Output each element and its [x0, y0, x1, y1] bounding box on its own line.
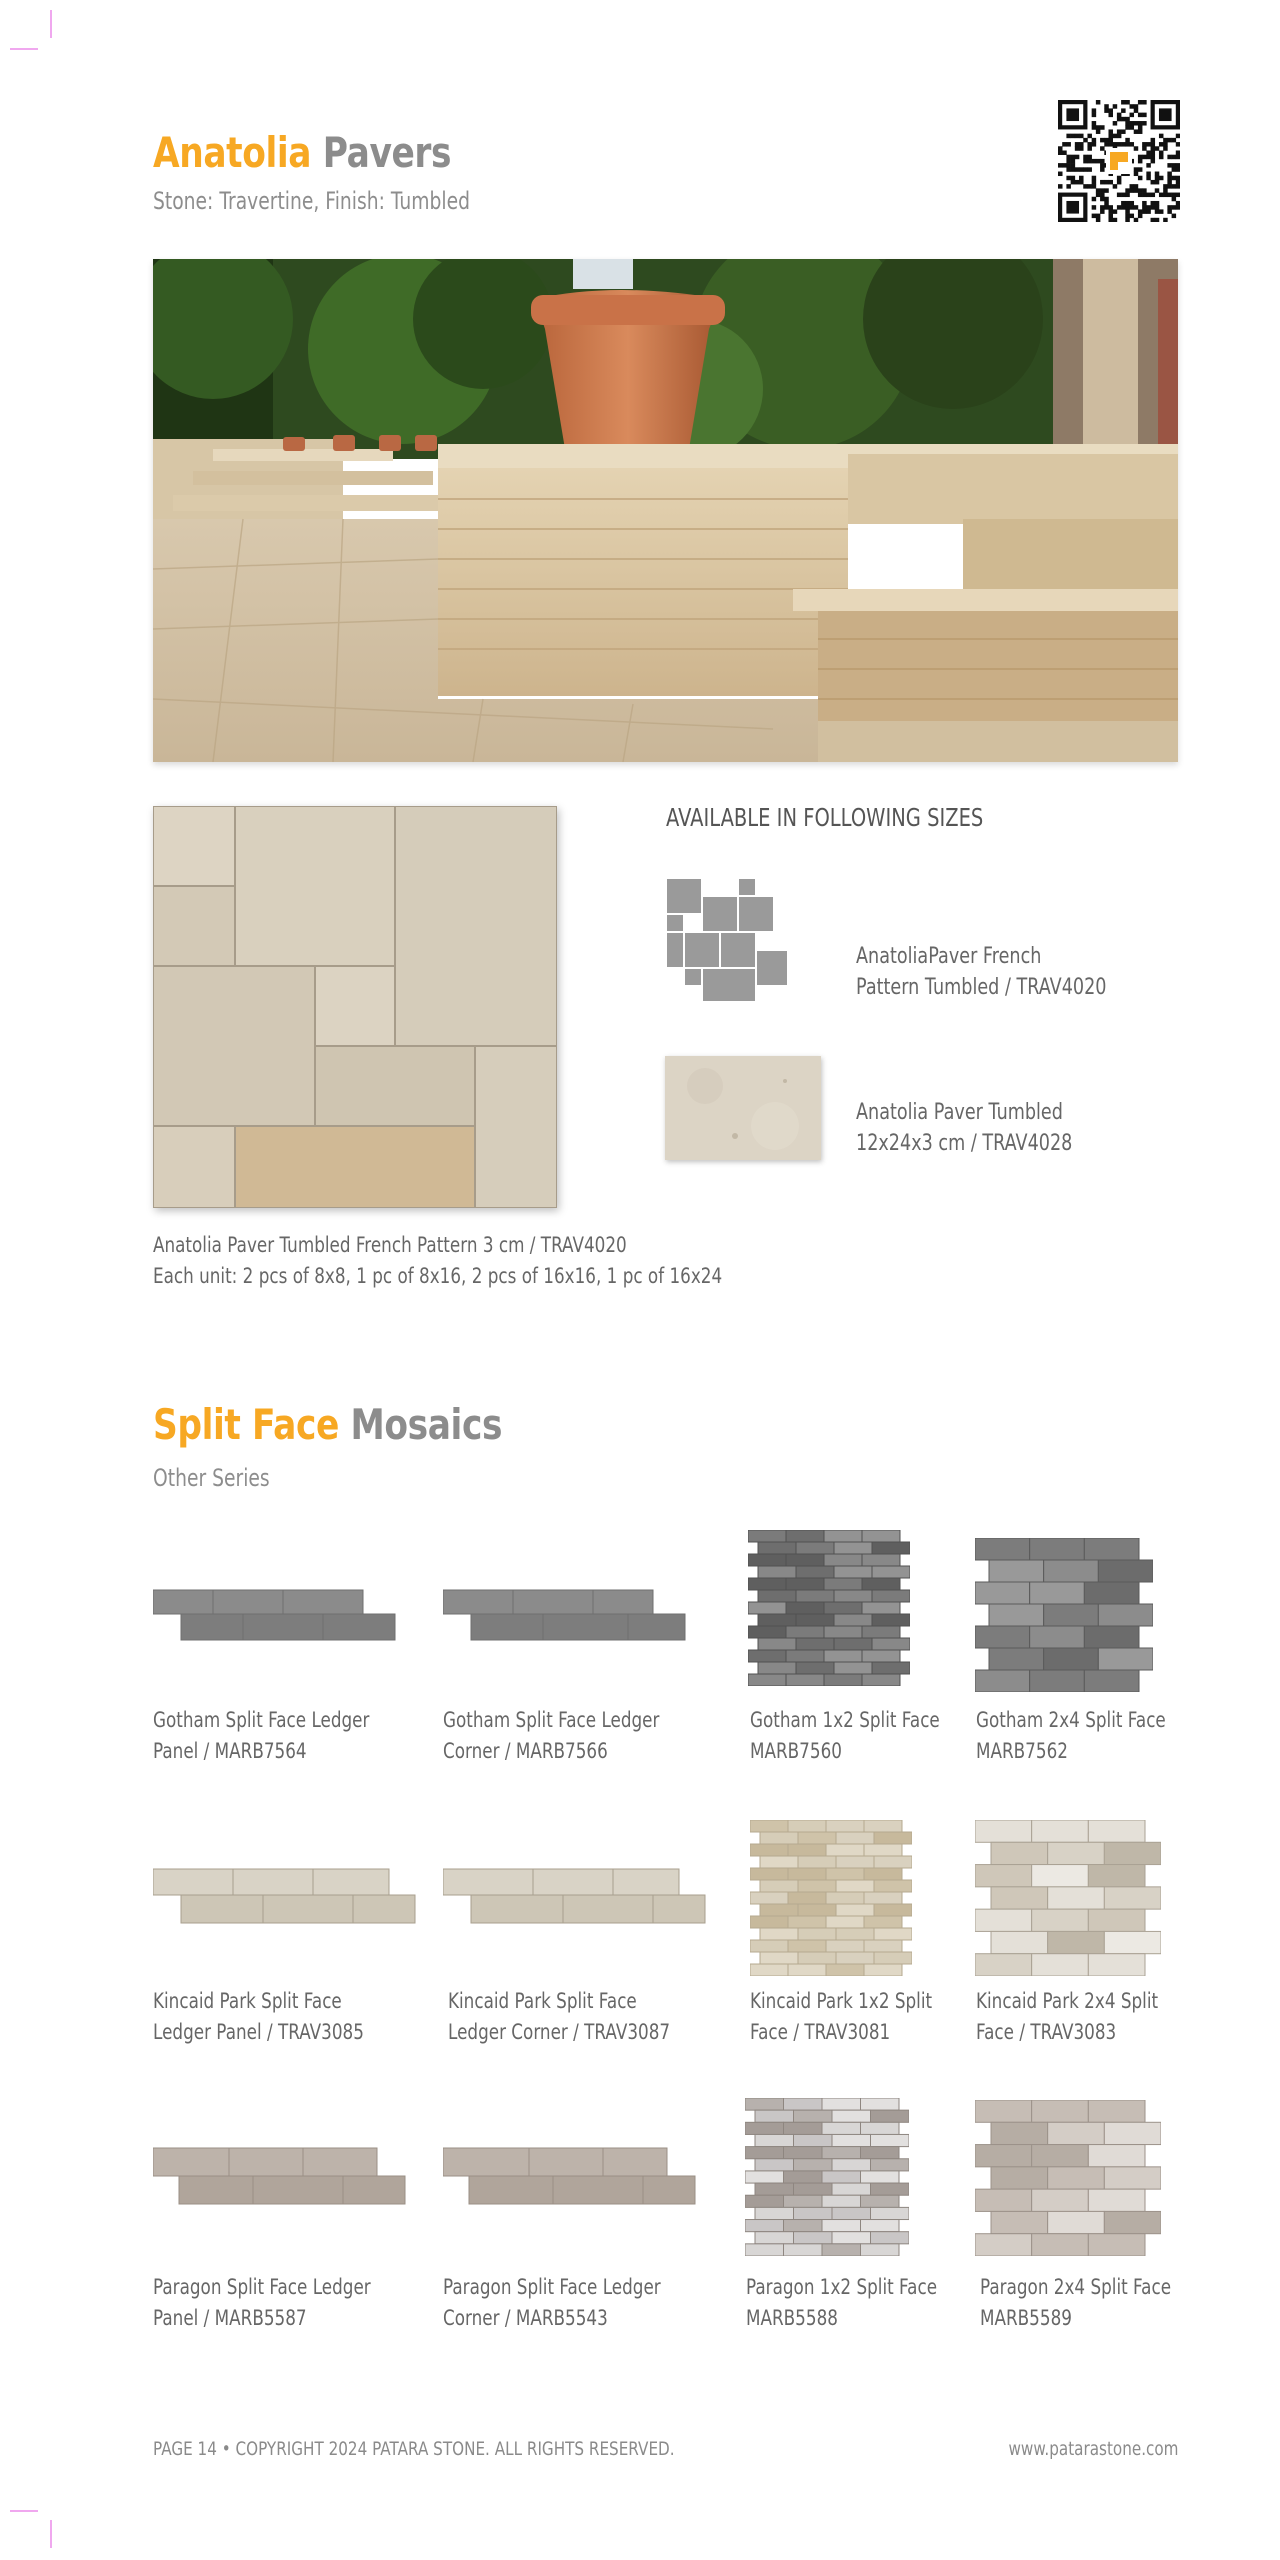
product-thumb-paragon-ledger-corner[interactable] — [443, 2146, 697, 2208]
footer-copyright: PAGE 14 • COPYRIGHT 2024 PATARA STONE. ALL RIGHTS RESERVED. — [153, 2438, 675, 2460]
product-caption: Gotham 1x2 Split Face MARB7560 — [750, 1708, 940, 1763]
product-thumb-gotham-ledger-corner[interactable] — [443, 1588, 687, 1646]
product-caption: Paragon Split Face Ledger Corner / MARB5543 — [443, 2275, 661, 2330]
sizes-heading: AVAILABLE IN FOLLOWING SIZES — [666, 803, 984, 832]
product-caption: Paragon Split Face Ledger Panel / MARB5587 — [153, 2275, 371, 2330]
product-thumb-paragon-1x2[interactable] — [745, 2098, 909, 2256]
product-thumb-kincaid-2x4[interactable] — [975, 1820, 1161, 1976]
product-thumb-gotham-ledger-panel[interactable] — [153, 1588, 397, 1646]
product-caption: Paragon 1x2 Split Face MARB5588 — [746, 2275, 938, 2330]
qr-code-graphic — [1058, 100, 1180, 222]
french-pattern-icon — [664, 876, 790, 1004]
product-thumb-gotham-2x4[interactable] — [975, 1538, 1153, 1692]
section-subtitle: Stone: Travertine, Finish: Tumbled — [153, 187, 471, 215]
qr-code[interactable] — [1058, 100, 1180, 222]
crop-mark — [10, 48, 38, 50]
crop-mark — [50, 2520, 52, 2548]
product-thumb-kincaid-ledger-panel[interactable] — [153, 1867, 417, 1927]
tile-swatch — [665, 1056, 821, 1160]
sample-caption-detail: Each unit: 2 pcs of 8x8, 1 pc of 8x16, 2 pcs of 16x16, 1 pc of 16x24 — [153, 1264, 723, 1288]
product-caption: Kincaid Park Split Face Ledger Corner / TRAV3087 — [448, 1989, 671, 2044]
section-title — [153, 128, 451, 177]
size-item-1-label: AnatoliaPaver French Pattern Tumbled / TRAV4020 — [856, 944, 1107, 1000]
section-title — [153, 1400, 502, 1449]
product-thumb-kincaid-ledger-corner[interactable] — [443, 1867, 707, 1927]
product-caption: Kincaid Park 1x2 Split Face / TRAV3081 — [750, 1989, 933, 2044]
product-caption: Gotham 2x4 Split Face MARB7562 — [976, 1708, 1166, 1763]
sample-caption — [153, 1230, 722, 1292]
product-caption: Gotham Split Face Ledger Corner / MARB7566 — [443, 1708, 660, 1763]
product-thumb-paragon-2x4[interactable] — [975, 2100, 1161, 2256]
french-pattern-sample-photo — [153, 806, 557, 1208]
title-accent: Anatolia — [153, 128, 312, 177]
product-caption: Kincaid Park Split Face Ledger Panel / TRAV3085 — [153, 1989, 364, 2044]
product-caption: Paragon 2x4 Split Face MARB5589 — [980, 2275, 1172, 2330]
product-thumb-kincaid-1x2[interactable] — [750, 1820, 912, 1976]
title-rest: Mosaics — [350, 1400, 503, 1449]
title-rest: Pavers — [322, 128, 452, 177]
product-thumb-gotham-1x2[interactable] — [748, 1530, 910, 1686]
product-caption: Kincaid Park 2x4 Split Face / TRAV3083 — [976, 1989, 1159, 2044]
footer-website-link[interactable]: www.patarastone.com — [1008, 2438, 1178, 2460]
size-item-2-label: Anatolia Paver Tumbled 12x24x3 cm / TRAV4028 — [856, 1100, 1073, 1156]
hero-photo — [153, 259, 1178, 762]
crop-mark — [10, 2510, 38, 2512]
product-caption: Gotham Split Face Ledger Panel / MARB7564 — [153, 1708, 370, 1763]
crop-mark — [50, 10, 52, 38]
product-thumb-paragon-ledger-panel[interactable] — [153, 2146, 407, 2208]
section-subtitle: Other Series — [153, 1464, 270, 1492]
title-accent: Split Face — [153, 1400, 339, 1449]
sample-caption-title: Anatolia Paver Tumbled French Pattern 3 cm / TRAV4020 — [153, 1233, 627, 1257]
